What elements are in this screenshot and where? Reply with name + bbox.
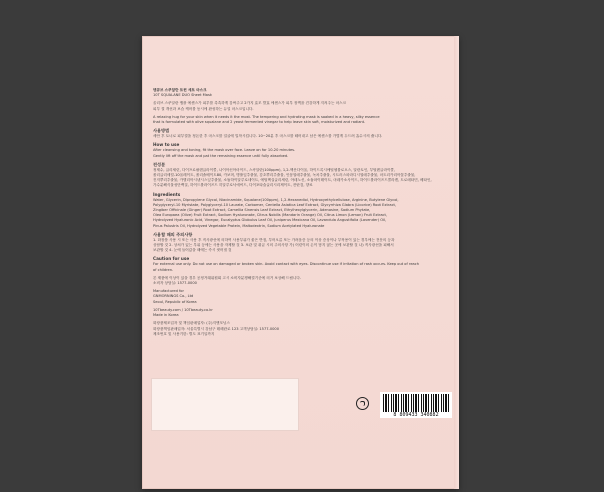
usage-heading-korean: 사용방법 xyxy=(153,128,170,134)
caution-korean-2: 상담할 것 2. 상처가 있는 부위 등에는 사용을 자제할 것 3. 보관 및 취급 시의 주의사항 가) 어린이의 손이 닿지 않는 곳에 보관할 것 나) 직사광선을 피해서 xyxy=(153,243,394,248)
caution-heading-korean: 사용할 때의 주의사항 xyxy=(153,231,193,237)
title-english: 10T SQUALANE DUO Sheet Mask xyxy=(153,93,212,98)
recycle-icon xyxy=(356,397,369,410)
usage-english-1: After cleansing and toning, fit the mask over face. Leave on for 10-20 minutes. xyxy=(153,148,296,153)
caution-english-1: For external use only. Do not use on damaged or broken skin. Avoid contact with eyes. Discontinue use if irritation of rash occurs. Keep out of reach xyxy=(153,262,419,267)
blank-label-sticker xyxy=(151,378,299,431)
title-korean: 텐큐브 스쿠알란 트윈 세트 마스크 xyxy=(153,88,207,92)
caution-heading-english: Caution for use xyxy=(153,256,190,262)
caution-korean-1: 1. 화장품 사용 시 또는 사용 후 직사광선에 의하여 사용부위가 붉은 반점, 부어오름 또는 가려움증 등의 이상 증상이나 부작용이 있는 경우에는 전문의 등과 xyxy=(153,237,395,242)
barcode-number: 8 809433 340882 xyxy=(393,412,439,418)
ingredients-korean-2: 폴리글리세릴-10올레이트, 폴리솔베이트80, 카보머, 병풀잎추출물, 감초뿌리추출물, 인삼열매추출물, 녹차추출물, 시트러스파라디시열매추출물, 마트리카리아꽃추출물, xyxy=(153,173,416,178)
usage-heading-english: How to use xyxy=(153,142,180,148)
website-line: 10Tbeauty.com / 10Tbeauty.co.kr xyxy=(153,307,213,312)
ingredients-korean-4: 가수분해식물성단백질, 하이드롤라이즈드 히알루로닉애씨드, 다이포타슘글리시리제이트, 잔탄검, 향료 xyxy=(153,183,313,188)
description-korean-1: 올리브 스쿠알란 앰플 에센스가 피부를 촉촉하게 감싸주고 2가지 효모 발효 에센스가 피부 장벽을 건강하게 지켜주는 마스크 xyxy=(153,101,346,106)
manufacturer-line-3: Seoul, Republic of Korea xyxy=(153,299,197,304)
usage-english-2: Gently lift off the mask and pat the remaining essence until fully absorbed. xyxy=(153,153,289,158)
notice-korean-1: 본 제품에 이상이 있을 경우 공정거래위원회 고시 소비자분쟁해결기준에 의거 보상해 드립니다. xyxy=(153,275,301,280)
ingredients-heading-korean: 전성분 xyxy=(153,161,166,167)
ingredients-korean-1: 정제수, 글리세린, 다이프로필렌글라이콜, 나이아신아마이드, 스쿠알란(100ppm), 1,2-헥산다이올, 하이드록시에틸셀룰로오스, 알란토인, 부틸렌글라이콜, xyxy=(153,167,396,172)
ingredients-english-5: Hydrolyzed Hyaluronic Acid, Vinegar, Eucalyptus Globulus Leaf Oil, Juniperus Mexicana Oil, Lavandula Angustifolia (Lavender) Oil, xyxy=(153,218,387,223)
ingredients-english-4: Olea Europaea (Olive) Fruit Extract, Sodium Hyaluronate, Citrus Nobilis (Mandarin Orange) Oil, Citrus Limon (Lemon) Fruit Extract, xyxy=(153,213,388,218)
description-english-2: that is formulated with olive squalane and 2 yeast fermented vinegar to help leave skin soft, moisturized and radiant. xyxy=(153,120,366,125)
ingredients-english-6: Pinus Palustris Oil, Hydrolyzed Vegetable Protein, Maltodextrin, Sodium Acetylated Hyaluronate xyxy=(153,223,325,228)
notice-korean-2: 소비자 상담실: 1577-0000 xyxy=(153,281,197,286)
label-text-area xyxy=(153,88,448,337)
info-korean-1: 화장품제조업자 및 책임판매업자: (주)지앤모닝스 xyxy=(153,321,230,326)
ingredients-english-2: Polyglyceryl-10 Myristate, Polyglyceryl-10 Laurate, Carbomer, Centella Asiatica Leaf Extract, Glycyrrhiza Glabra (Licorice) Root Extract, xyxy=(153,202,397,207)
caution-korean-3: 보관할 것 4. 눈에 들어갔을 때에는 즉시 씻어낼 것 xyxy=(153,248,232,253)
info-korean-3: 제조번호 및 사용기한: 별도 표기일까지 xyxy=(153,331,215,336)
manufacturer-line-1: Manufactured for xyxy=(153,289,184,294)
package-edge xyxy=(454,36,459,489)
barcode xyxy=(380,392,452,418)
description-english-1: A relaxing hug for your skin when it needs it the most. The tempering and hydrating mask is soaked in a heavy, silky essence xyxy=(153,114,380,119)
made-in-line: Made in Korea xyxy=(153,313,179,318)
ingredients-heading-english: Ingredients xyxy=(153,191,181,197)
description-korean-2: 피부 결 개선과 보습 케어를 동시에 완성하는 듀얼 마스크입니다. xyxy=(153,106,254,111)
ingredients-english-3: Zingiber Officinale (Ginger) Root Extract, Camellia Sinensis Leaf Extract, Ethylhexylglycerin, Adenosine, Sodium Phytate, xyxy=(153,208,371,213)
ingredients-english-1: Water, Glycerin, Dipropylene Glycol, Niacinamide, Squalane(100ppm), 1,2-Hexanediol, Hydroxyethylcellulose, Arginine, Butylene Glycol, xyxy=(153,197,399,202)
info-korean-2: 화장품책임판매업자: 서울특별시 강남구 테헤란로 123 고객상담실: 1577-0000 xyxy=(153,326,279,331)
barcode-icon xyxy=(383,394,449,412)
usage-korean-1: 세안 후 토너로 피부결을 정돈한 후 마스크를 얼굴에 밀착시킵니다. 10~20분 후 마스크를 떼어내고 남은 에센스를 가볍게 두드려 흡수시켜 줍니다. xyxy=(153,134,383,139)
manufacturer-line-2: GNMORNINGS Co., Ltd xyxy=(153,294,194,299)
caution-english-2: of children. xyxy=(153,267,174,272)
ingredients-korean-3: 진저뿌리추출물, 카멜리아시넨시스잎추출물, 소듐하이알루로네이트, 에틸헥실글리세린, 아데노신, 소듐파이테이트, 마데카소사이드, 하이드롤라이즈드콜라겐, 트로메타민, 베타인, xyxy=(153,178,432,183)
